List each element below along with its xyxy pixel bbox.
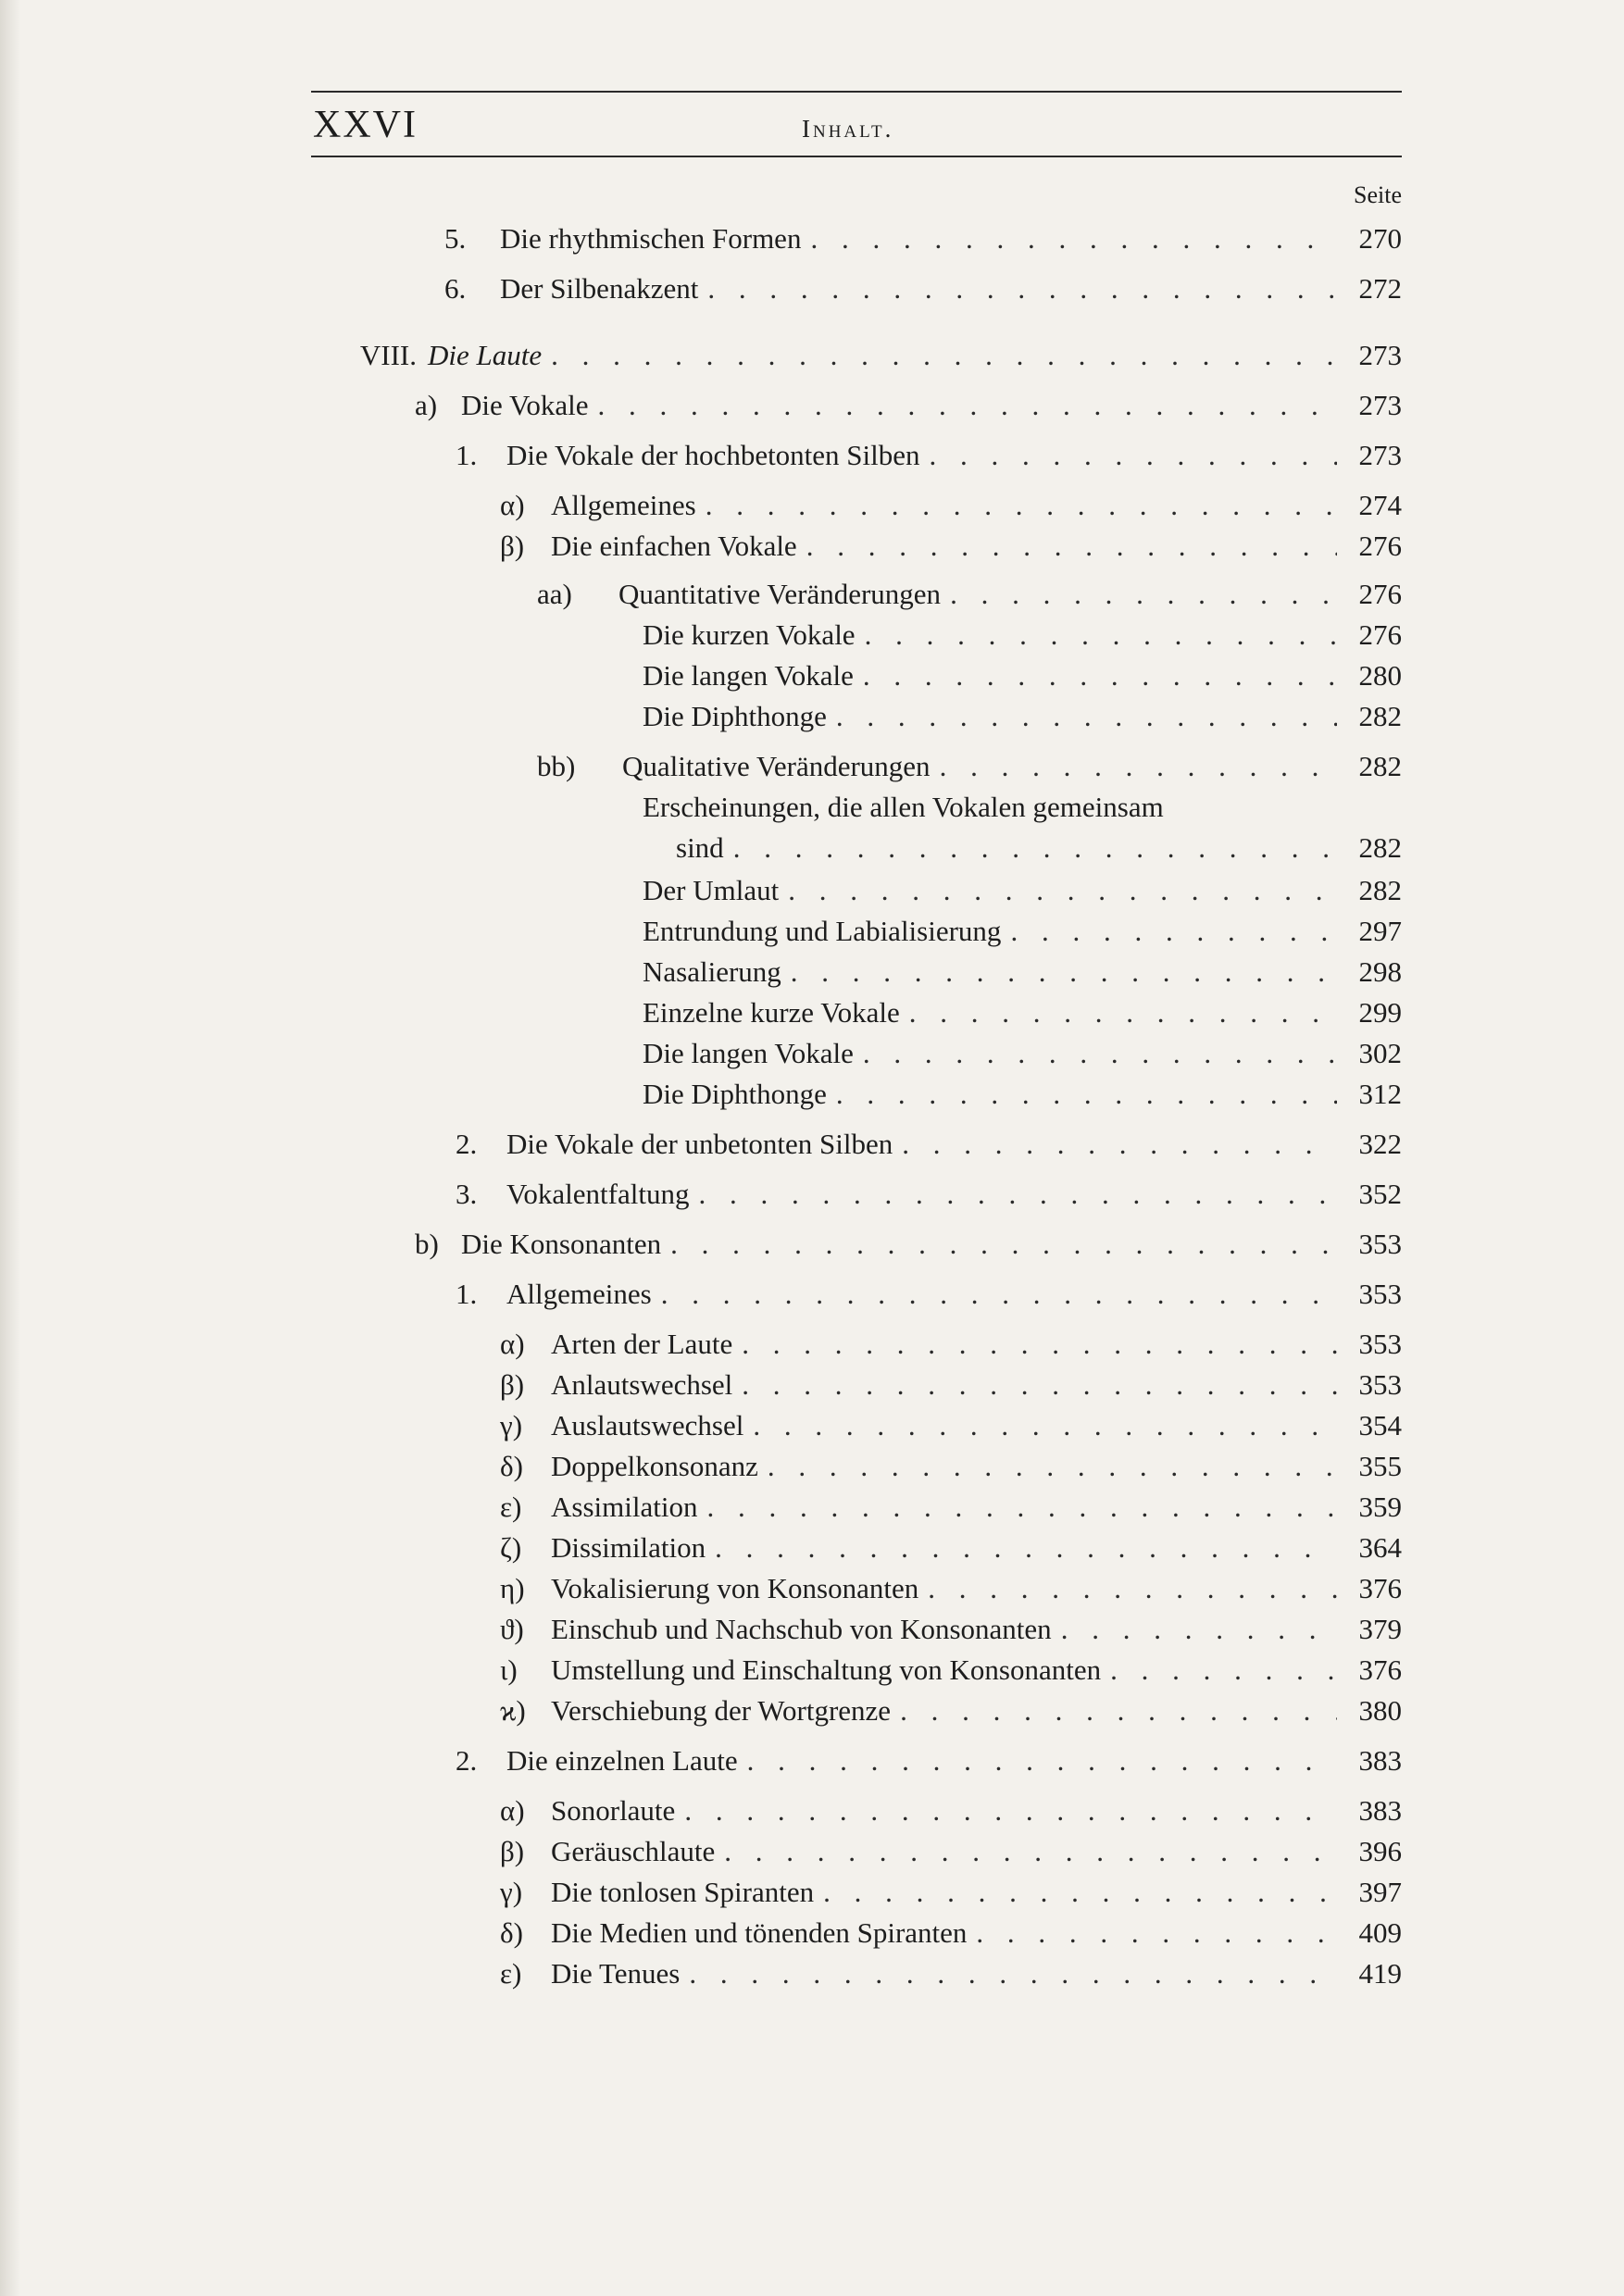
toc-entry-marker: ε) xyxy=(500,1491,522,1523)
toc-entry-page: 379 xyxy=(1358,1613,1402,1645)
toc-entry xyxy=(500,1833,1402,1870)
dot-leader xyxy=(707,270,1337,307)
toc-entry xyxy=(643,1076,1402,1113)
page-column-label: Seite xyxy=(1354,181,1402,208)
toc-entry-title: Verschiebung der Wortgrenze xyxy=(551,1694,892,1727)
toc-entry-title: Allgemeines xyxy=(551,489,696,521)
toc-entry-page: 270 xyxy=(1358,222,1402,255)
page-number: XXVI xyxy=(313,104,418,146)
dot-leader xyxy=(597,387,1337,424)
toc-entry-title: Dissimilation xyxy=(551,1531,706,1564)
running-title: Inhalt. xyxy=(802,115,894,143)
toc-entry-page: 276 xyxy=(1358,578,1402,610)
toc-entry-title: Die Vokale xyxy=(461,389,589,421)
toc-entry-title: Die Vokale der hochbetonten Silben xyxy=(506,439,920,471)
toc-entry xyxy=(500,528,1402,565)
toc-entry xyxy=(500,487,1402,524)
dot-leader xyxy=(724,1833,1337,1870)
dot-leader xyxy=(753,1407,1337,1444)
toc-entry xyxy=(643,657,1402,694)
toc-entry xyxy=(537,576,1402,613)
toc-entry-marker: α) xyxy=(500,489,525,521)
toc-entry xyxy=(643,994,1402,1031)
toc-entry-page: 276 xyxy=(1358,618,1402,651)
toc-entry-marker: ζ) xyxy=(500,1531,522,1564)
dot-leader xyxy=(810,220,1337,257)
toc-entry-page: 397 xyxy=(1358,1876,1402,1908)
toc-entry xyxy=(500,1915,1402,1952)
dot-leader xyxy=(865,617,1337,654)
toc-entry xyxy=(415,387,1402,424)
toc-entry xyxy=(456,437,1402,474)
toc-entry-marker: a) xyxy=(415,389,438,421)
toc-entry-title: Die kurzen Vokale xyxy=(643,618,856,651)
toc-entry xyxy=(500,1326,1402,1363)
toc-entry xyxy=(500,1874,1402,1911)
toc-entry-page: 355 xyxy=(1358,1450,1402,1482)
toc-entry-marker: γ) xyxy=(500,1409,523,1441)
dot-leader xyxy=(670,1226,1337,1263)
toc-entry-page: 396 xyxy=(1358,1835,1402,1867)
dot-leader xyxy=(551,337,1337,374)
toc-entry-page: 409 xyxy=(1358,1916,1402,1949)
dot-leader xyxy=(930,437,1337,474)
toc-entry-title: Der Umlaut xyxy=(643,874,780,906)
dot-leader xyxy=(733,830,1337,867)
toc-entry-title: Die tonlosen Spiranten xyxy=(551,1876,815,1908)
toc-entry-title: Assimilation xyxy=(551,1491,698,1523)
dot-leader xyxy=(836,698,1337,735)
toc-entry-marker: bb) xyxy=(537,750,576,782)
toc-entry-page: 312 xyxy=(1358,1078,1402,1110)
toc-entry-title: Einschub und Nachschub von Konsonanten xyxy=(551,1613,1052,1645)
toc-entry-page: 419 xyxy=(1358,1957,1402,1990)
dot-leader xyxy=(806,528,1337,565)
toc-entry-page: 322 xyxy=(1358,1128,1402,1160)
dot-leader xyxy=(863,1035,1337,1072)
toc-entry-marker: β) xyxy=(500,1368,525,1401)
toc-entry-title: Die Laute xyxy=(428,339,543,371)
toc-entry-title: Die Vokale der unbetonten Silben xyxy=(506,1128,893,1160)
toc-entry-title: Geräuschlaute xyxy=(551,1835,716,1867)
toc-entry-page: 364 xyxy=(1358,1531,1402,1564)
toc-entry-marker: η) xyxy=(500,1572,525,1604)
dot-leader xyxy=(950,576,1337,613)
toc-entry xyxy=(500,1366,1402,1404)
toc-entry-page: 352 xyxy=(1358,1178,1402,1210)
dot-leader xyxy=(1010,913,1337,950)
toc-entry-page: 354 xyxy=(1358,1409,1402,1441)
toc-entry-title: Nasalierung xyxy=(643,955,781,988)
toc-entry-marker: 3. xyxy=(456,1178,478,1210)
dot-leader xyxy=(788,872,1337,909)
toc-entry-title: Entrundung und Labialisierung xyxy=(643,915,1002,947)
toc-entry-title: sind xyxy=(676,831,724,864)
toc-entry-marker: β) xyxy=(500,1835,525,1867)
toc-entry xyxy=(326,337,1402,374)
toc-entry-page: 272 xyxy=(1358,272,1402,305)
toc-entry xyxy=(643,913,1402,950)
toc-entry xyxy=(643,698,1402,735)
toc-entry-page: 273 xyxy=(1358,439,1402,471)
dot-leader xyxy=(836,1076,1337,1113)
dot-leader xyxy=(976,1915,1337,1952)
dot-leader xyxy=(661,1276,1337,1313)
toc-entry-page: 376 xyxy=(1358,1653,1402,1686)
toc-entry-title: Anlautswechsel xyxy=(551,1368,733,1401)
toc-entry-title: Die Medien und tönenden Spiranten xyxy=(551,1916,968,1949)
toc-entry xyxy=(500,1570,1402,1607)
toc-entry-title: Die Konsonanten xyxy=(461,1228,662,1260)
toc-entry-title: Die Diphthonge xyxy=(643,1078,827,1110)
toc-entry-marker: α) xyxy=(500,1328,525,1360)
dot-leader xyxy=(791,954,1337,991)
toc-entry-page: 282 xyxy=(1358,750,1402,782)
dot-leader xyxy=(768,1448,1337,1485)
toc-entry-marker: δ) xyxy=(500,1450,523,1482)
toc-entry xyxy=(500,1611,1402,1648)
dot-leader xyxy=(909,994,1337,1031)
toc-entry-title: Doppelkonsonanz xyxy=(551,1450,758,1482)
toc-entry-marker: 2. xyxy=(456,1128,478,1160)
toc-entry-marker: 2. xyxy=(456,1744,478,1777)
dot-leader xyxy=(706,487,1337,524)
toc-entry xyxy=(537,748,1402,785)
toc-entry-marker: ϑ) xyxy=(500,1613,524,1645)
toc-entry-title: Die langen Vokale xyxy=(643,1037,854,1069)
toc-entry-title: Die rhythmischen Formen xyxy=(500,222,802,255)
toc-entry xyxy=(415,1226,1402,1263)
toc-entry-title: Die Diphthonge xyxy=(643,700,827,732)
toc-entry-marker: b) xyxy=(415,1228,439,1260)
toc-entry-page: 383 xyxy=(1358,1744,1402,1777)
toc-entry-marker: 5. xyxy=(444,222,467,255)
toc-entry-page: 282 xyxy=(1358,874,1402,906)
toc-entry xyxy=(500,1792,1402,1829)
dot-leader xyxy=(900,1692,1337,1729)
toc-entry xyxy=(500,1529,1402,1566)
dot-leader xyxy=(742,1366,1337,1404)
toc-entry-marker: aa) xyxy=(537,578,572,610)
toc-entry-page: 353 xyxy=(1358,1368,1402,1401)
toc-entry xyxy=(676,830,1402,867)
toc-entry xyxy=(643,872,1402,909)
toc-entry-page: 383 xyxy=(1358,1794,1402,1827)
toc-entry-title: Quantitative Veränderungen xyxy=(618,578,942,610)
toc-entry-title: Umstellung und Einschaltung von Konsonanten xyxy=(551,1653,1102,1686)
toc-entry xyxy=(643,1035,1402,1072)
dot-leader xyxy=(706,1489,1337,1526)
toc-entry xyxy=(456,1742,1402,1779)
toc-entry-title: Auslautswechsel xyxy=(551,1409,744,1441)
toc-entry-marker: δ) xyxy=(500,1916,523,1949)
dot-leader xyxy=(863,657,1337,694)
dot-leader xyxy=(742,1326,1337,1363)
dot-leader xyxy=(747,1742,1337,1779)
toc-entry-marker: β) xyxy=(500,530,525,562)
toc-entry-marker: ϰ) xyxy=(500,1694,526,1727)
toc-entry-page: 302 xyxy=(1358,1037,1402,1069)
toc-entry-page: 353 xyxy=(1358,1228,1402,1260)
toc-entry xyxy=(500,1407,1402,1444)
dot-leader xyxy=(698,1176,1337,1213)
toc-entry-page: 380 xyxy=(1358,1694,1402,1727)
toc-entry-page: 376 xyxy=(1358,1572,1402,1604)
toc-entry-title: Vokalentfaltung xyxy=(506,1178,690,1210)
toc-entry-page: 280 xyxy=(1358,659,1402,692)
dot-leader xyxy=(1110,1652,1337,1689)
dot-leader xyxy=(928,1570,1337,1607)
toc-entry-title: Die einzelnen Laute xyxy=(506,1744,738,1777)
toc-entry-marker: 1. xyxy=(456,439,478,471)
toc-entry-page: 282 xyxy=(1358,700,1402,732)
toc-entry xyxy=(643,617,1402,654)
toc-entry-page: 273 xyxy=(1358,339,1402,371)
dot-leader xyxy=(1061,1611,1337,1648)
toc-entry xyxy=(643,789,1402,826)
toc-entry-page: 298 xyxy=(1358,955,1402,988)
toc-entry xyxy=(643,954,1402,991)
toc-entry-marker: γ) xyxy=(500,1876,523,1908)
toc-entry-marker: α) xyxy=(500,1794,525,1827)
toc-entry-title: Qualitative Veränderungen xyxy=(622,750,931,782)
dot-leader xyxy=(902,1126,1337,1163)
toc-entry-title: Der Silbenakzent xyxy=(500,272,699,305)
toc-entry-page: 299 xyxy=(1358,996,1402,1029)
toc-entry-title: Einzelne kurze Vokale xyxy=(643,996,900,1029)
toc-entry xyxy=(456,1276,1402,1313)
toc-entry-page: 274 xyxy=(1358,489,1402,521)
toc-entry-marker: VIII. xyxy=(359,339,417,371)
toc-entry xyxy=(500,1448,1402,1485)
toc-entry-title: Die langen Vokale xyxy=(643,659,854,692)
toc-entry-title: Sonorlaute xyxy=(551,1794,676,1827)
toc-entry-title: Die einfachen Vokale xyxy=(551,530,797,562)
toc-entry-page: 353 xyxy=(1358,1278,1402,1310)
toc-entry xyxy=(444,270,1402,307)
dot-leader xyxy=(940,748,1337,785)
toc-entry-marker: 1. xyxy=(456,1278,478,1310)
dot-leader xyxy=(823,1874,1337,1911)
toc-entry-title: Allgemeines xyxy=(506,1278,652,1310)
toc-entry-page: 353 xyxy=(1358,1328,1402,1360)
toc-entry xyxy=(456,1126,1402,1163)
toc-entry-title: Die Tenues xyxy=(551,1957,681,1990)
toc-entry-page: 297 xyxy=(1358,915,1402,947)
toc-entry-page: 276 xyxy=(1358,530,1402,562)
toc-entry-marker: 6. xyxy=(444,272,467,305)
toc-entry xyxy=(500,1692,1402,1729)
toc-entry xyxy=(500,1652,1402,1689)
toc-entry xyxy=(444,220,1402,257)
toc-entry xyxy=(500,1955,1402,1992)
toc-entry-title: Erscheinungen, die allen Vokalen gemeinsam xyxy=(643,791,1164,823)
toc-entry-page: 359 xyxy=(1358,1491,1402,1523)
toc-entry-marker: ι) xyxy=(500,1653,518,1686)
toc-entry xyxy=(500,1489,1402,1526)
dot-leader xyxy=(689,1955,1337,1992)
toc-entry-page: 282 xyxy=(1358,831,1402,864)
toc-entry-title: Vokalisierung von Konsonanten xyxy=(551,1572,919,1604)
toc-entry xyxy=(456,1176,1402,1213)
dot-leader xyxy=(715,1529,1337,1566)
dot-leader xyxy=(684,1792,1337,1829)
toc-entry-marker: ε) xyxy=(500,1957,522,1990)
toc-entry-page: 273 xyxy=(1358,389,1402,421)
toc-entry-title: Arten der Laute xyxy=(551,1328,733,1360)
